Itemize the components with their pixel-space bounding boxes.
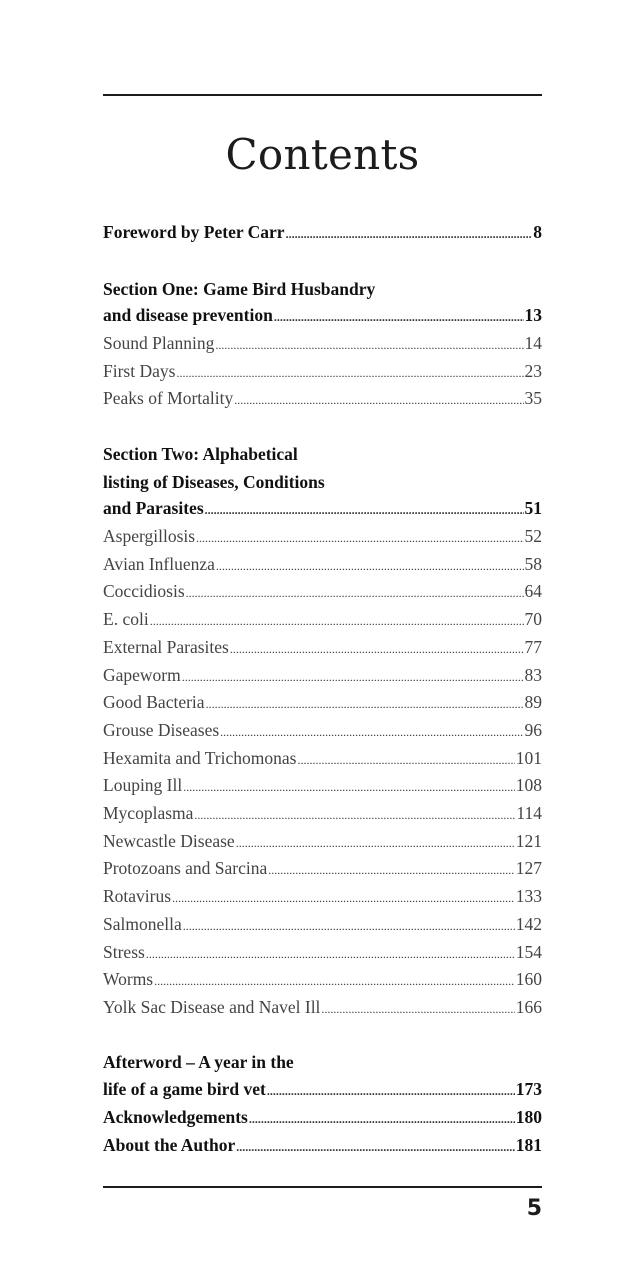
toc-label: Acknowledgements	[103, 1107, 248, 1127]
toc-entry[interactable]	[103, 388, 542, 416]
toc-label: Rotavirus	[103, 886, 172, 907]
toc-label: and Parasites	[103, 498, 204, 518]
leader-dots	[286, 227, 533, 242]
leader-dots	[196, 531, 523, 546]
leader-dots	[182, 670, 524, 685]
section-one-heading: Section One: Game Bird Husbandry	[103, 279, 376, 299]
toc-page: 8	[533, 222, 542, 242]
leader-dots	[215, 338, 523, 353]
toc-section-one[interactable]	[103, 305, 542, 333]
leader-dots	[220, 725, 523, 740]
toc-label: Avian Influenza	[103, 553, 215, 574]
toc-page: 127	[515, 858, 542, 879]
toc-page: 180	[515, 1107, 542, 1127]
toc-page: 77	[524, 636, 542, 657]
toc-label: Louping Ill	[103, 775, 183, 796]
toc-entry[interactable]	[103, 775, 542, 803]
toc-label: life of a game bird vet	[103, 1079, 266, 1099]
toc-entry[interactable]	[103, 554, 542, 582]
toc-page: 166	[515, 996, 542, 1017]
leader-dots	[176, 366, 523, 381]
page-number: 5	[526, 1196, 542, 1221]
section-two-heading: Section Two: Alphabetical	[103, 444, 298, 464]
toc-label: Aspergillosis	[103, 526, 196, 546]
leader-dots	[194, 808, 515, 823]
leader-dots	[183, 919, 515, 934]
toc-label: Yolk Sac Disease and Navel Ill	[103, 996, 321, 1017]
toc-entry[interactable]	[103, 581, 542, 609]
leader-dots	[206, 697, 524, 712]
leader-dots	[150, 614, 524, 629]
bottom-rule	[103, 1186, 542, 1188]
toc-entry[interactable]	[103, 609, 542, 637]
leader-dots	[172, 891, 515, 906]
toc-label: External Parasites	[103, 636, 229, 657]
toc-page: 121	[515, 830, 542, 851]
leader-dots	[236, 836, 515, 851]
toc-page: 52	[524, 526, 542, 546]
toc-label: Grouse Diseases	[103, 719, 220, 740]
leader-dots	[274, 310, 524, 325]
leader-dots	[230, 642, 524, 657]
toc-label: Worms	[103, 969, 154, 990]
toc-entry[interactable]	[103, 803, 542, 831]
page-title: Contents	[225, 130, 420, 179]
toc-label: Coccidiosis	[103, 581, 185, 602]
leader-dots	[249, 1112, 515, 1127]
toc-label: Gapeworm	[103, 664, 181, 685]
toc-page: 14	[524, 333, 542, 353]
toc-page: 23	[524, 360, 542, 381]
toc-page: 64	[524, 581, 542, 602]
toc-entry[interactable]	[103, 333, 542, 361]
toc-entry[interactable]	[103, 361, 542, 389]
toc-entry[interactable]	[103, 665, 542, 693]
toc-page: 154	[515, 941, 542, 962]
toc-page: 108	[515, 775, 542, 796]
toc-entry[interactable]	[103, 748, 542, 776]
toc-label: About the Author	[103, 1135, 236, 1155]
toc-label: Peaks of Mortality	[103, 388, 234, 409]
leader-dots	[267, 1084, 515, 1099]
leader-dots	[216, 559, 524, 574]
toc-entry[interactable]	[103, 858, 542, 886]
toc-label: E. coli	[103, 609, 149, 630]
leader-dots	[183, 780, 515, 795]
toc-page: 13	[524, 305, 542, 325]
toc-entry[interactable]	[103, 831, 542, 859]
toc-page: 70	[524, 609, 542, 630]
toc-entry[interactable]	[103, 720, 542, 748]
leader-dots	[205, 503, 524, 518]
toc-page: 58	[524, 553, 542, 574]
toc-label: and disease prevention	[103, 305, 273, 325]
leader-dots	[234, 393, 523, 408]
toc-label: Sound Planning	[103, 333, 215, 353]
toc-page: 142	[515, 913, 542, 934]
leader-dots	[154, 974, 515, 989]
toc-label: Mycoplasma	[103, 803, 194, 823]
toc-entry[interactable]	[103, 526, 542, 554]
toc-entry[interactable]	[103, 692, 542, 720]
toc-entry[interactable]	[103, 942, 542, 970]
leader-dots	[146, 947, 515, 962]
toc-page: 114	[516, 803, 542, 823]
afterword-heading: Afterword – A year in the	[103, 1052, 294, 1072]
toc-about-author[interactable]	[103, 1135, 542, 1163]
leader-dots	[236, 1140, 515, 1155]
toc-page: 83	[524, 664, 542, 685]
toc-afterword[interactable]	[103, 1079, 542, 1107]
toc-entry[interactable]	[103, 637, 542, 665]
toc-section-two[interactable]	[103, 498, 542, 526]
section-two-heading-line2: listing of Diseases, Conditions	[103, 472, 325, 492]
toc-entry[interactable]	[103, 914, 542, 942]
leader-dots	[321, 1002, 514, 1017]
toc-label: Salmonella	[103, 913, 182, 934]
top-rule	[103, 94, 542, 96]
leader-dots	[186, 586, 524, 601]
toc-page: 160	[515, 969, 542, 990]
toc-page: 173	[515, 1079, 542, 1099]
leader-dots	[297, 753, 514, 768]
toc-page: 51	[524, 498, 542, 518]
leader-dots	[268, 863, 514, 878]
toc-foreword[interactable]	[103, 222, 542, 250]
toc-label: Good Bacteria	[103, 692, 205, 713]
toc-label: First Days	[103, 360, 176, 381]
toc-entry[interactable]	[103, 886, 542, 914]
toc-label: Hexamita and Trichomonas	[103, 747, 297, 768]
toc-label: Stress	[103, 941, 145, 962]
toc-page: 133	[515, 886, 542, 907]
toc-page: 89	[524, 692, 542, 713]
toc-page: 181	[515, 1135, 542, 1155]
toc-page: 96	[524, 719, 542, 740]
toc-label: Foreword by Peter Carr	[103, 222, 285, 242]
toc-entry[interactable]	[103, 969, 542, 997]
toc-label: Protozoans and Sarcina	[103, 858, 268, 879]
toc-label: Newcastle Disease	[103, 830, 235, 851]
toc-page: 101	[515, 747, 542, 768]
toc-page: 35	[524, 388, 542, 409]
toc-entry[interactable]	[103, 997, 542, 1025]
toc-acknowledgements[interactable]	[103, 1107, 542, 1135]
